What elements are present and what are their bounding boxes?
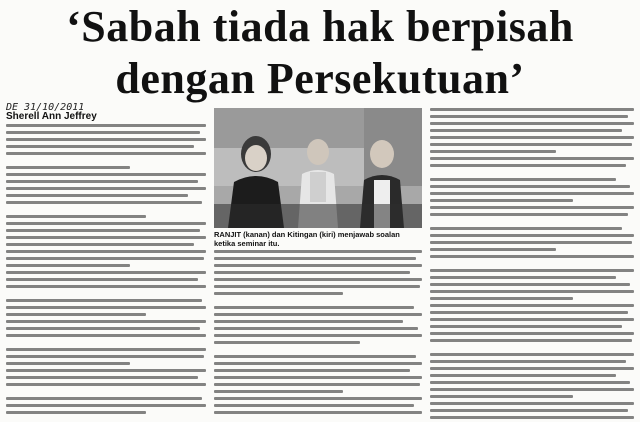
article-text-line bbox=[6, 187, 206, 190]
article-text-line bbox=[430, 122, 634, 125]
article-text-line bbox=[430, 290, 634, 293]
article-text-line bbox=[430, 332, 634, 335]
headline-line-2: dengan Persekutuan’ bbox=[115, 54, 525, 103]
article-text-line bbox=[6, 285, 206, 288]
article-text-line bbox=[6, 229, 200, 232]
article-text-line bbox=[214, 376, 422, 379]
article-text-line bbox=[430, 192, 634, 195]
article-text-line bbox=[430, 297, 573, 300]
article-text-line bbox=[214, 362, 422, 365]
article-text-line bbox=[430, 402, 634, 405]
article-text-line bbox=[6, 383, 206, 386]
article-text-line bbox=[214, 292, 343, 295]
article-text-line bbox=[214, 250, 422, 253]
article-text-line bbox=[6, 313, 146, 316]
article-text-line bbox=[6, 166, 130, 169]
article-text-line bbox=[430, 185, 630, 188]
article-text-line bbox=[214, 390, 343, 393]
article-text-line bbox=[6, 411, 146, 414]
article-text-line bbox=[6, 145, 194, 148]
article-text-line bbox=[214, 278, 422, 281]
article-text-line bbox=[6, 250, 206, 253]
article-text-line bbox=[430, 283, 630, 286]
article-text-line bbox=[430, 325, 622, 328]
article-text-line bbox=[214, 264, 422, 267]
article-photo bbox=[214, 108, 422, 228]
article-text-line bbox=[430, 360, 626, 363]
article-text-line bbox=[430, 227, 622, 230]
photo-image bbox=[214, 108, 422, 228]
article-text-line bbox=[430, 108, 634, 111]
article-text-line bbox=[214, 397, 422, 400]
article-text-line bbox=[6, 236, 206, 239]
article-text-line bbox=[6, 138, 206, 141]
article-text-line bbox=[6, 348, 206, 351]
article-text-line bbox=[430, 353, 634, 356]
byline: Sherell Ann Jeffrey bbox=[6, 111, 97, 122]
article-text-line bbox=[430, 150, 556, 153]
article-text-line bbox=[6, 327, 200, 330]
article-text-line bbox=[430, 409, 628, 412]
article-text-line bbox=[430, 255, 634, 258]
article-text-line bbox=[430, 276, 616, 279]
article-text-line bbox=[6, 278, 198, 281]
article-text-line bbox=[6, 362, 130, 365]
article-text-line bbox=[6, 376, 198, 379]
article-text-line bbox=[6, 194, 188, 197]
article-text-line bbox=[214, 334, 422, 337]
article-text-line bbox=[214, 411, 422, 414]
article-text-line bbox=[430, 367, 634, 370]
article-text-line bbox=[430, 318, 634, 321]
article-text-line bbox=[6, 243, 194, 246]
article-text-line bbox=[430, 143, 632, 146]
article-text-line bbox=[214, 327, 418, 330]
article-text-line bbox=[430, 178, 616, 181]
article-text-line bbox=[430, 213, 628, 216]
article-text-line bbox=[214, 369, 410, 372]
article-text-line bbox=[430, 269, 634, 272]
article-text-line bbox=[6, 215, 146, 218]
article-text-line bbox=[6, 264, 130, 267]
article-text-line bbox=[430, 206, 634, 209]
article-text-line bbox=[430, 241, 632, 244]
article-text-line bbox=[214, 257, 416, 260]
article-text-line bbox=[430, 234, 634, 237]
article-text-line bbox=[6, 173, 206, 176]
article-text-line bbox=[214, 271, 410, 274]
article-text-line bbox=[430, 136, 634, 139]
article-text-line bbox=[6, 334, 206, 337]
article-text-line bbox=[214, 285, 420, 288]
article-text-line bbox=[430, 395, 573, 398]
article-text-line bbox=[430, 416, 634, 419]
article-text-line bbox=[430, 129, 622, 132]
article-text-line bbox=[214, 383, 420, 386]
article-text-line bbox=[430, 374, 616, 377]
article-text-line bbox=[430, 304, 634, 307]
article-text-line bbox=[430, 388, 634, 391]
article-text-line bbox=[430, 157, 634, 160]
article-text-line bbox=[6, 271, 206, 274]
article-column-1 bbox=[6, 124, 206, 420]
article-text-line bbox=[214, 404, 414, 407]
article-text-line bbox=[6, 306, 206, 309]
article-text-line bbox=[430, 199, 573, 202]
article-text-line bbox=[6, 124, 206, 127]
article-text-line bbox=[214, 341, 360, 344]
article-text-line bbox=[6, 257, 204, 260]
article-text-line bbox=[6, 404, 206, 407]
headline-line-1: ‘Sabah tiada hak berpisah bbox=[66, 2, 574, 51]
handwritten-date-note: DE 31/10/2011 bbox=[6, 102, 85, 113]
article-text-line bbox=[6, 355, 204, 358]
article-column-2 bbox=[214, 250, 422, 420]
article-text-line bbox=[214, 306, 414, 309]
article-column-4 bbox=[430, 108, 634, 420]
photo-caption: RANJIT (kanan) dan Kitingan (kiri) menjawab soalan ketika seminar itu. bbox=[214, 230, 400, 248]
article-text-line bbox=[430, 115, 628, 118]
article-text-line bbox=[6, 299, 202, 302]
article-text-line bbox=[430, 311, 628, 314]
article-text-line bbox=[6, 397, 202, 400]
article-text-line bbox=[430, 339, 632, 342]
article-text-line bbox=[214, 355, 416, 358]
article-text-line bbox=[6, 180, 198, 183]
article-text-line bbox=[6, 320, 206, 323]
article-text-line bbox=[6, 131, 200, 134]
article-text-line bbox=[6, 369, 206, 372]
article-text-line bbox=[430, 164, 626, 167]
article-text-line bbox=[430, 381, 630, 384]
article-text-line bbox=[6, 152, 206, 155]
article-text-line bbox=[214, 320, 403, 323]
article-text-line bbox=[430, 248, 556, 251]
article-text-line bbox=[214, 313, 422, 316]
article-text-line bbox=[6, 222, 206, 225]
article-text-line bbox=[6, 201, 202, 204]
